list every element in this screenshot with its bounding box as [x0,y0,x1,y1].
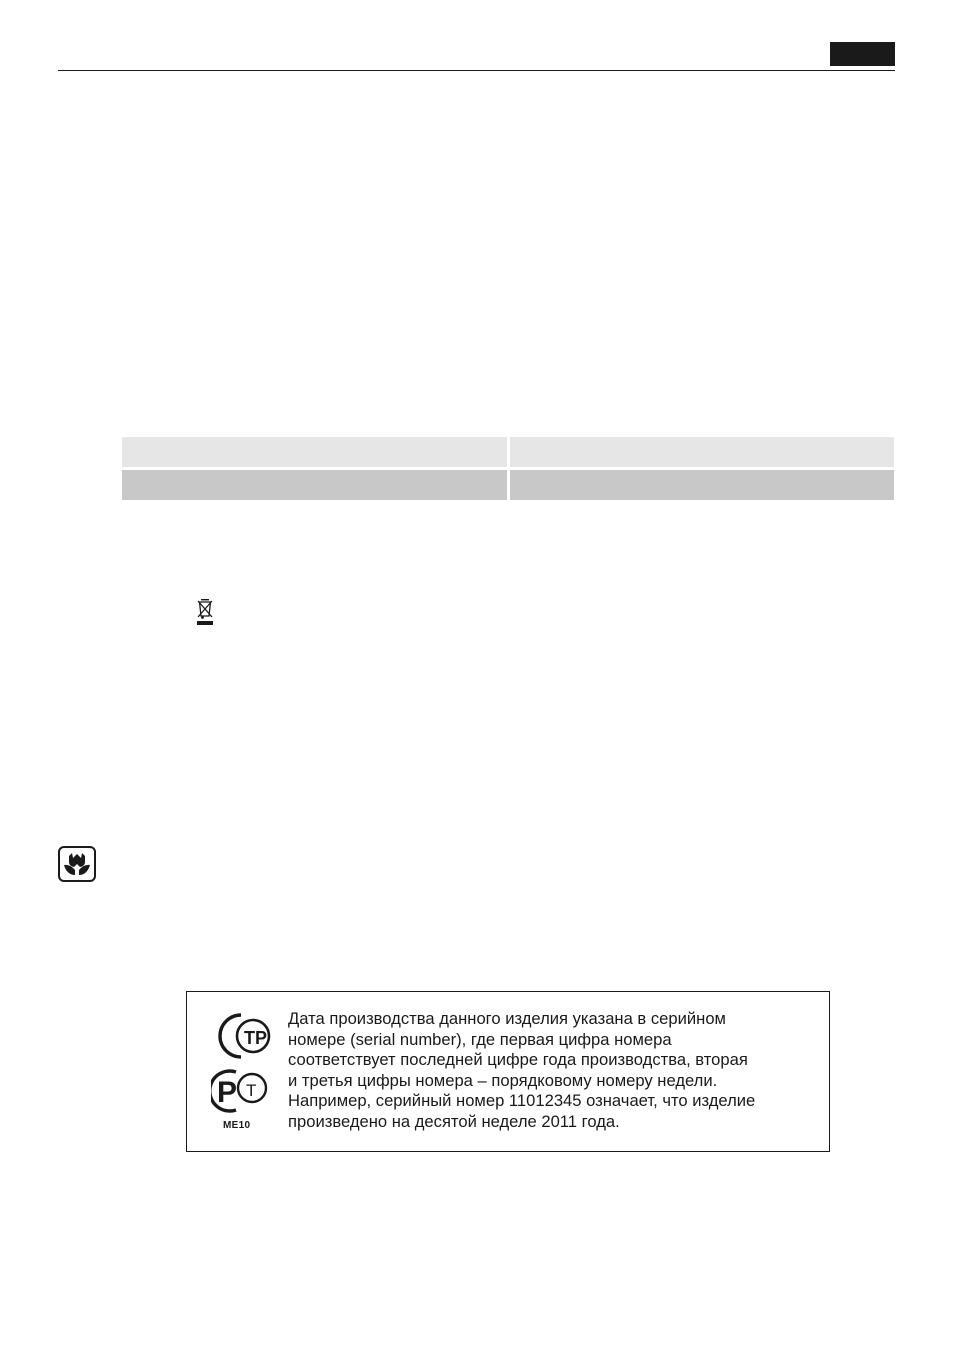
certification-text-line: произведено на десятой неделе 2011 года. [288,1111,620,1131]
svg-text:ТР: ТР [244,1028,268,1048]
table-row [122,470,894,500]
table-cell [510,470,894,500]
certification-text [288,1009,818,1133]
table-cell [122,437,510,470]
certification-box [186,991,830,1152]
certification-text-line: Например, серийный номер 11012345 означает, что изделие [288,1091,756,1111]
certification-logos [211,1010,273,1134]
svg-text:Р: Р [217,1076,238,1109]
flower-environment-icon [58,846,96,882]
table-cell [122,470,510,500]
header-rule [58,70,895,71]
certification-text-line: и третья цифры номера – порядковому номеру недели. [288,1070,718,1090]
crossed-out-wheelie-bin-icon [195,597,215,627]
eac-tr-mark-icon [211,1010,273,1120]
certification-text-line: Дата производства данного изделия указана в серийном [288,1009,726,1028]
header-language-tab [830,42,895,66]
table-cell [510,437,894,470]
table-row [122,437,894,470]
certification-text-line: номере (serial number), где первая цифра номера [288,1029,672,1049]
certification-text-line: соответствует последней цифре года производства, вторая [288,1050,748,1070]
spec-table [122,437,894,500]
svg-text:Т: Т [246,1081,257,1100]
gost-r-mark-label: МЕ10 [223,1120,251,1131]
